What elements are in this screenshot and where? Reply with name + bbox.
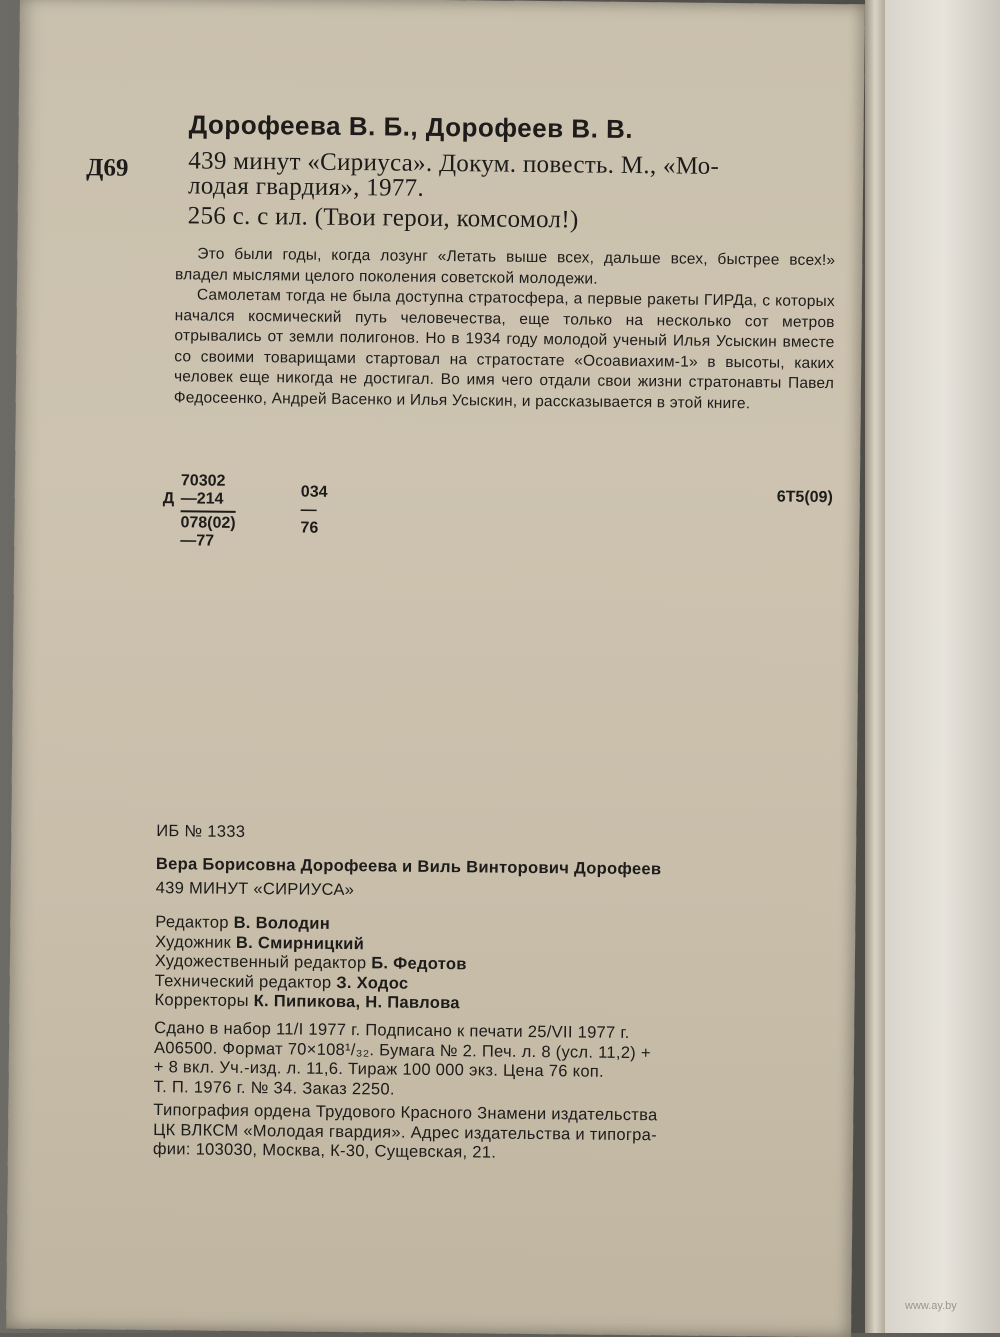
bibliographic-line-2: лодая гвардия», 1977. — [187, 172, 425, 202]
library-code: Д69 — [86, 154, 129, 182]
classification-suffix: 034—76 — [300, 483, 328, 537]
facing-page-stack — [885, 0, 1000, 1333]
technical-line: А06500. Формат 70×108¹/₃₂. Бумага № 2. Печ. л. 8 (усл. 11,2) + — [153, 1038, 651, 1062]
staff-name: Б. Федотов — [371, 954, 467, 974]
press-line: Типография ордена Трудового Красного Знамени издательства — [153, 1101, 658, 1125]
annotation-paragraph-1: Это были годы, когда лозунг «Летать выше всех, дальше всех, быстрее всех!» владел мыслями целого поколения советской молодежи. — [175, 245, 836, 288]
press-line: фии: 103030, Москва, К-30, Сущевская, 21. — [152, 1140, 497, 1162]
annotation-paragraph-2: Самолетам тогда не была доступна стратосфера, а первые ракеты ГИРДа, с которых начался космический путь человечества, еще только на несколько сот метров отрывались от земли полигонов. Но в 1934 году молодой ученый Илья Усыскин вместе со своими товарищами стартовал на стратостате «Осоавиахим-1» в высоты, каких человек еще никогда не достигал. Во имя чего отдали свои жизни стратонавты Павел Федосеенко, Андрей Васенко и Илья Усыскин, и рассказывается в этой книге. — [173, 286, 835, 412]
ib-number: ИБ № 1333 — [156, 822, 246, 841]
staff-role: Корректоры — [154, 991, 254, 1011]
technical-data — [153, 1019, 849, 1104]
staff-credits — [154, 913, 467, 1014]
classification-letter: Д — [162, 490, 175, 508]
bibliographic-line-3: 256 с. с ил. (Твои герои, комсомол!) — [187, 202, 579, 234]
classification-fraction — [180, 472, 236, 551]
staff-name: З. Ходос — [336, 973, 409, 993]
authors-heading: Дорофеева В. Б., Дорофеев В. В. — [188, 109, 634, 145]
staff-role: Редактор — [155, 913, 234, 932]
udc-code: 6Т5(09) — [776, 488, 833, 507]
book-title: 439 МИНУТ «СИРИУСА» — [155, 879, 355, 900]
technical-line: + 8 вкл. Уч.-изд. л. 11,6. Тираж 100 000 экз. Цена 76 коп. — [153, 1058, 605, 1081]
classification-denominator: 078(02)—77 — [180, 514, 236, 550]
annotation — [174, 244, 836, 415]
page-gutter-edge — [865, 0, 885, 1333]
bibliographic-line-1: 439 минут «Сириуса». Докум. повесть. М., «Мо- — [188, 147, 720, 180]
staff-role: Технический редактор — [154, 971, 337, 992]
classification-numerator: 70302—214 — [181, 472, 237, 513]
press-line: ЦК ВЛКСМ «Молодая гвардия». Адрес издательства и типогра- — [153, 1120, 658, 1144]
staff-role: Художественный редактор — [154, 952, 372, 973]
technical-line: Сдано в набор 11/I 1977 г. Подписано к печати 25/VII 1977 г. — [154, 1019, 630, 1043]
technical-line: Т. П. 1976 г. № 34. Заказ 2250. — [153, 1077, 395, 1099]
staff-line — [154, 991, 466, 1014]
book-page — [6, 0, 865, 1337]
watermark: www.ay.by — [905, 1300, 957, 1312]
authors-full-names: Вера Борисовна Дорофеева и Виль Винторович Дорофеев — [155, 855, 662, 879]
staff-name: К. Пипикова, Н. Павлова — [253, 992, 460, 1013]
staff-name: В. Володин — [233, 913, 331, 933]
printing-house — [153, 1101, 854, 1167]
staff-role: Художник — [155, 932, 237, 952]
staff-name: В. Смирницкий — [235, 933, 365, 953]
